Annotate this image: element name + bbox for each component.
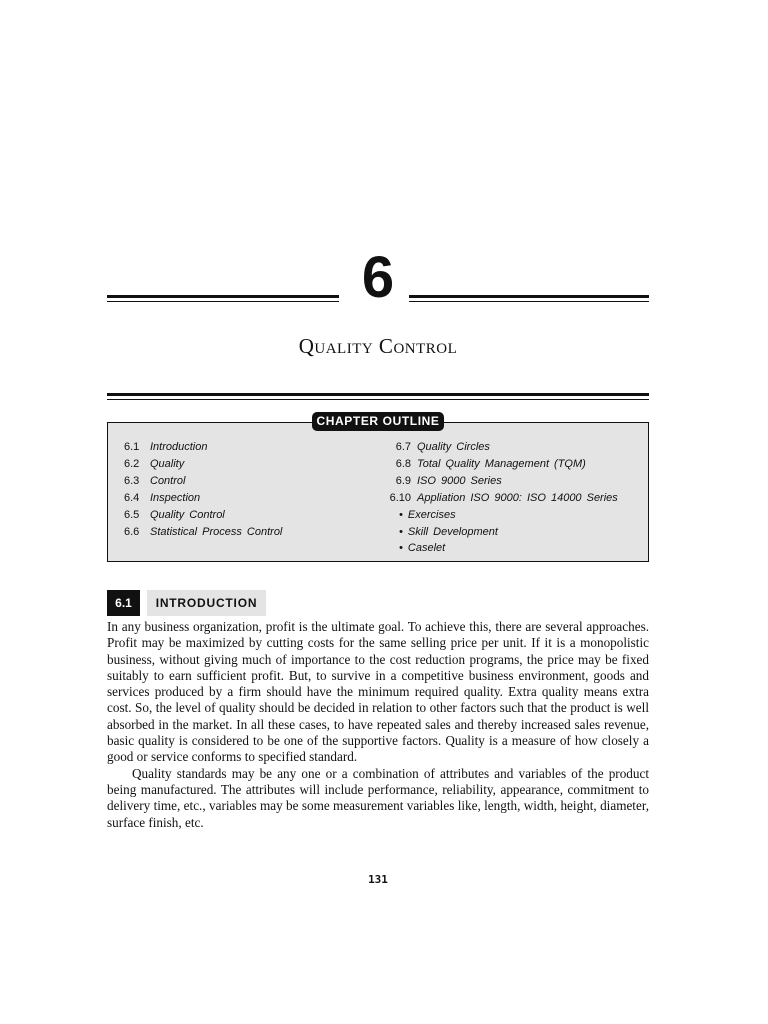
chapter-rule-left [107,295,339,302]
outline-item: 6.10 Appliation ISO 9000: ISO 14000 Series [389,491,618,504]
outline-extra-item: • Caselet [399,542,446,555]
section-number: 6.1 [107,590,140,616]
body-paragraph: In any business organization, profit is the ultimate goal. To achieve this, there are several approaches. Profit may be maximized by cutting costs for the same selling price per unit. If it is a monopolistic business, without giving much of importance to the cost reduction programs, the price may be fixed suitably to earn sufficient profit. But, to survive in a competitive business environment, goods and services produced by a firm should have the minimum required quality. Extra quality means extra cost. So, the level of quality should be decided in relation to other factors such that the product is well absorbed in the market. In all these cases, to have repeated sales and thereby increased sales revenue, basic quality is considered to be one of the supportive factors. Quality is a measure of how closely a good or service conforms to specified standard. [107,619,649,765]
body-paragraph: Quality standards may be any one or a combination of attributes and variables of the product being manufactured. The attributes will include performance, reliability, appearance, commitment to delivery time, etc., variables may be some measurement variables like, length, width, height, diameter, surface finish, etc. [107,765,649,830]
outline-column-left [124,439,282,540]
outline-item: 6.6 Statistical Process Control [124,525,283,538]
outline-item: 6.2 Quality [124,457,185,470]
chapter-rule-right [409,295,649,302]
outline-extra-item: • Exercises [399,508,456,521]
outline-item: 6.1 Introduction [124,441,208,453]
title-rule [107,393,649,400]
chapter-outline-label: CHAPTER OUTLINE [312,412,444,431]
outline-item: 6.9 ISO 9000 Series [395,474,502,487]
chapter-title: Quality Control [298,334,458,358]
section-title: INTRODUCTION [147,590,266,616]
outline-column-right [375,439,618,557]
outline-item: 6.3 Control [124,474,186,487]
outline-extra-item: • Skill Development [399,525,498,538]
section-body [107,619,649,831]
outline-item: 6.7 Quality Circles [395,441,490,453]
chapter-number: 6 [361,245,395,310]
outline-item: 6.5 Quality Control [124,508,225,521]
page-number: 131 [368,873,388,886]
chapter-heading [107,245,649,310]
outline-item: 6.4 Inspection [124,491,201,504]
outline-item: 6.8 Total Quality Management (TQM) [395,457,586,470]
